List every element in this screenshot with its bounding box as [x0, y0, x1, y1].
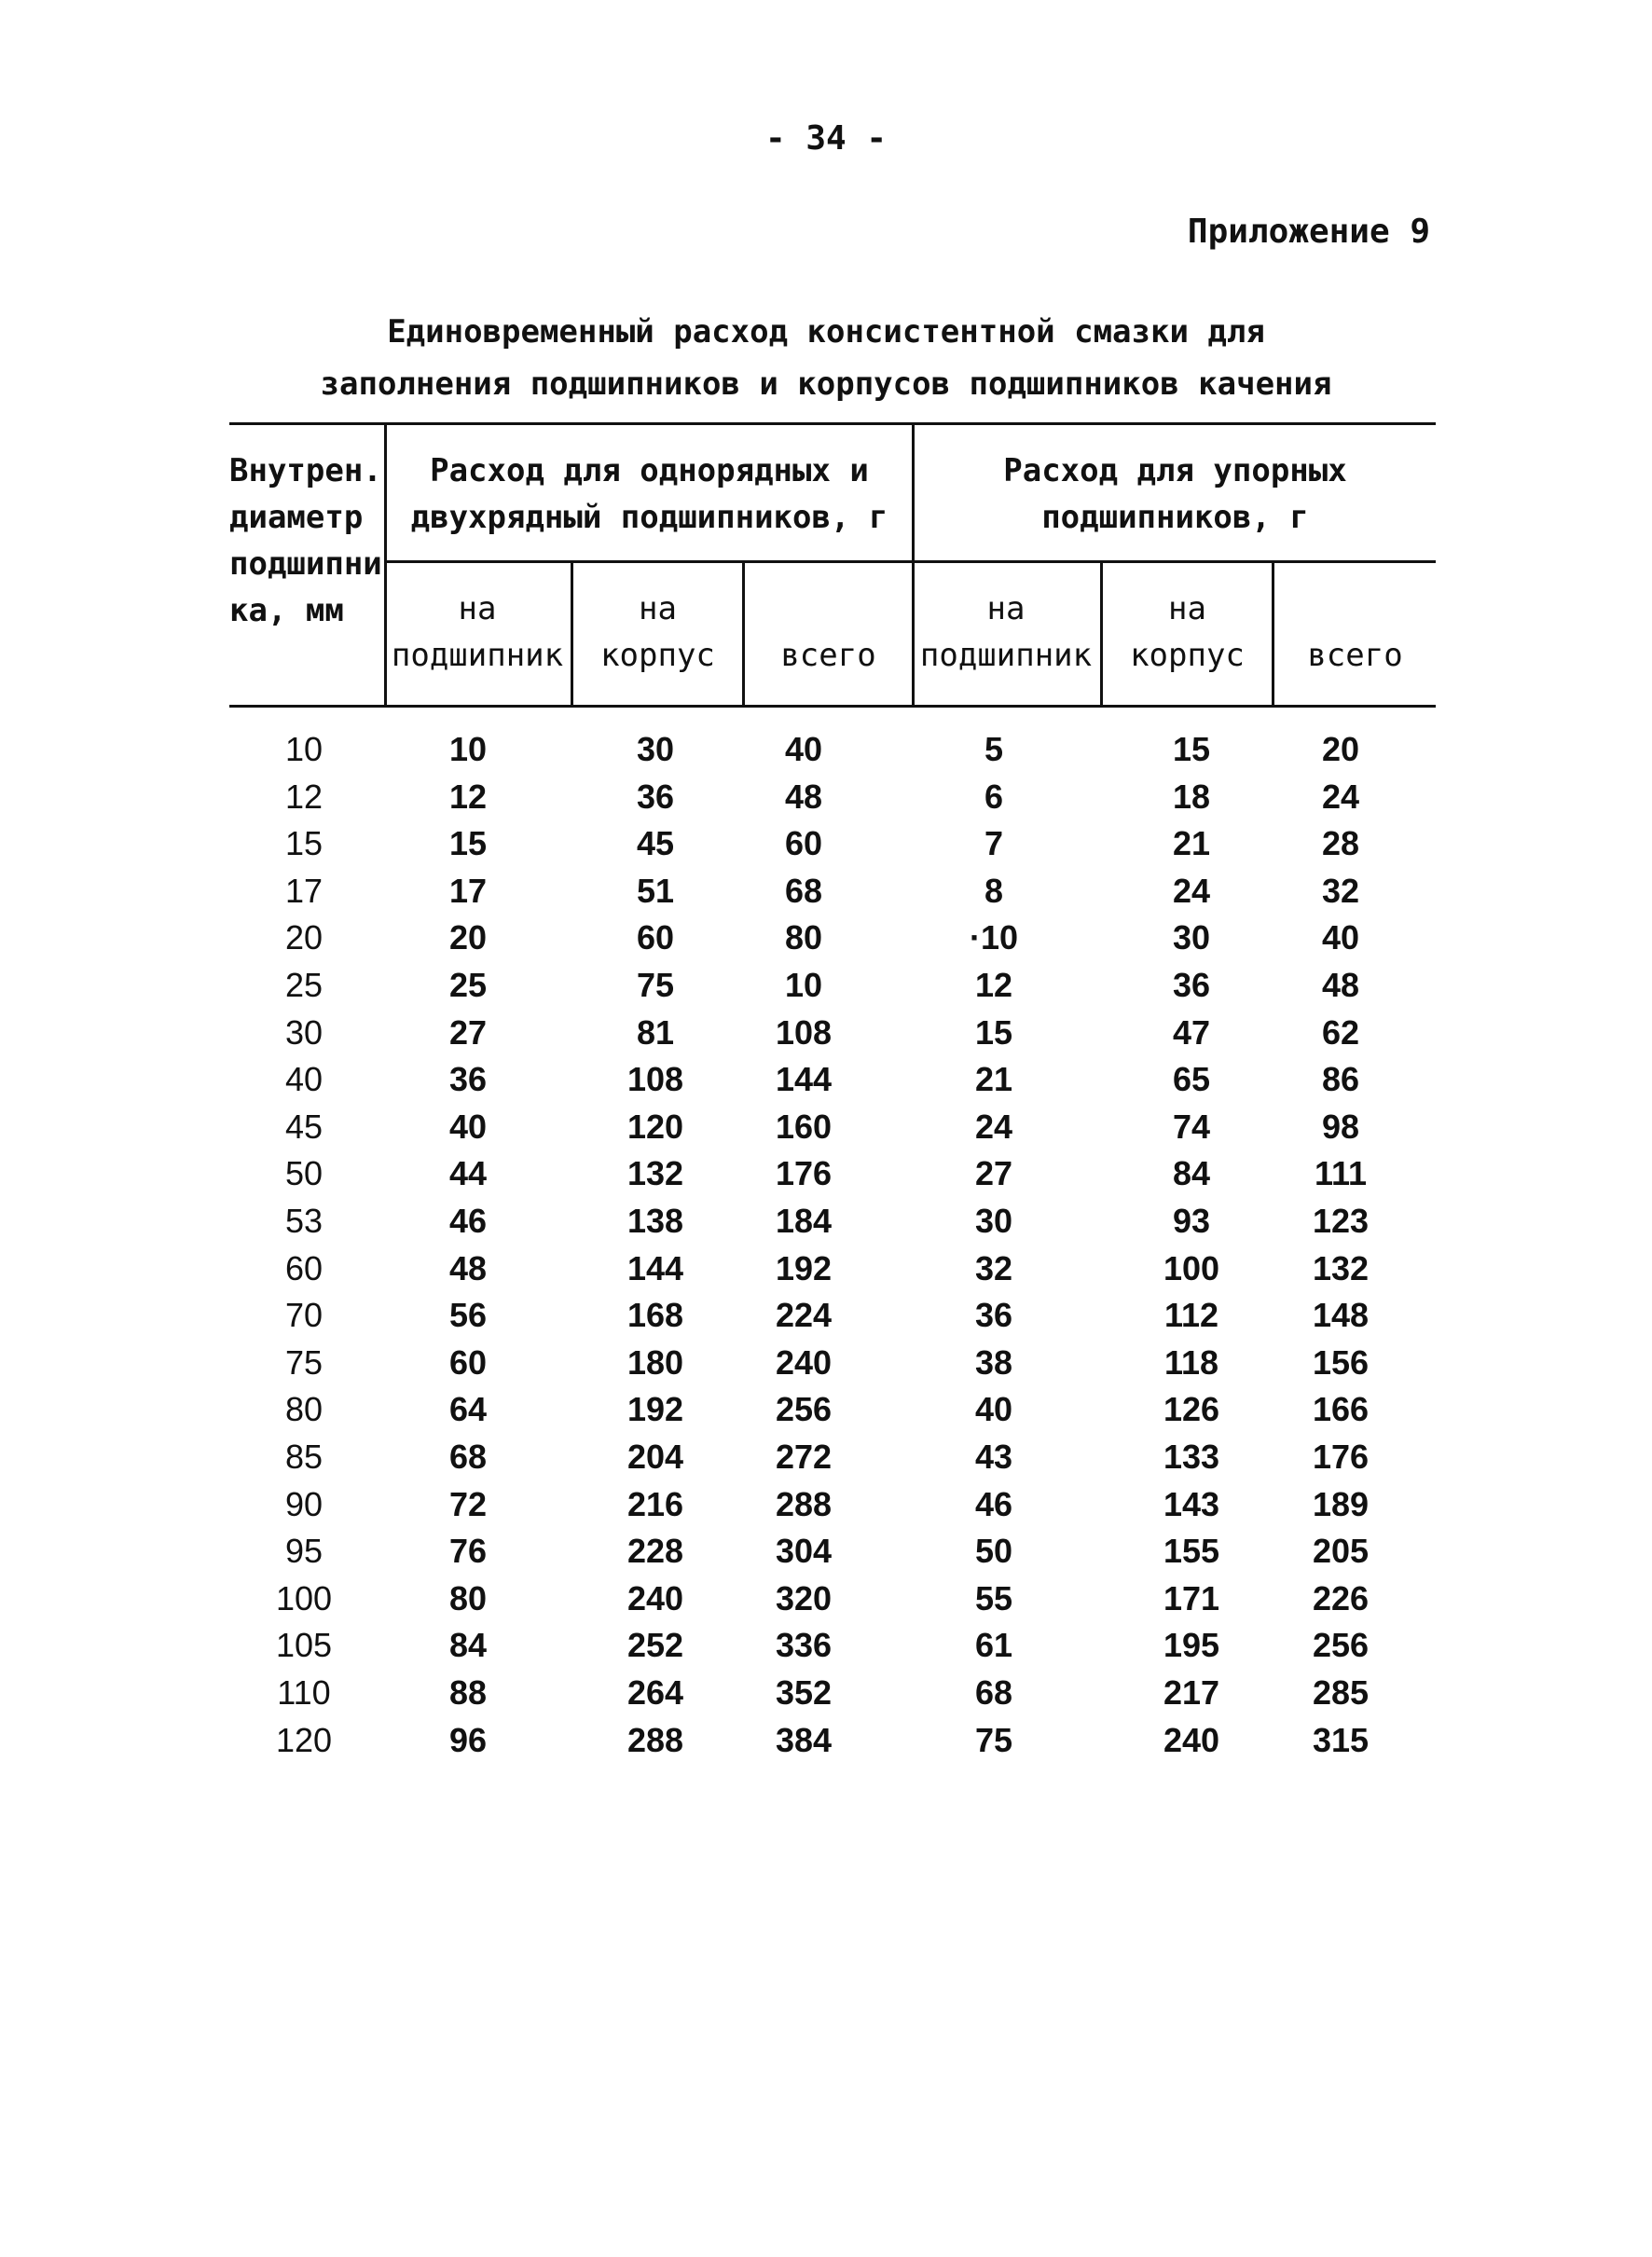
- cell-diameter: 25: [284, 966, 324, 1004]
- cell-g1-housing: 144: [626, 1248, 684, 1287]
- table-row: [0, 1386, 1652, 1433]
- cell-diameter: 120: [275, 1720, 333, 1759]
- cell-g1-housing: 120: [626, 1107, 684, 1146]
- cell-g1-total: 240: [775, 1342, 833, 1382]
- cell-g2-housing: 47: [1172, 1012, 1211, 1052]
- header-group-radial: [387, 447, 912, 541]
- cell-g2-housing: 195: [1163, 1626, 1220, 1665]
- table-row: [0, 1010, 1652, 1056]
- table-row: [0, 1670, 1652, 1716]
- header-g1-bearing: [384, 585, 571, 679]
- header-diameter-line-1: Внутрен.: [229, 452, 382, 489]
- cell-g1-bearing: 44: [448, 1154, 488, 1193]
- cell-g2-housing: 18: [1172, 777, 1211, 816]
- cell-diameter: 95: [284, 1532, 324, 1571]
- header-diameter-line-4: ка, мм: [229, 592, 344, 629]
- table-row: [0, 1292, 1652, 1339]
- header-group-thrust-line-1: Расход для упорных: [1003, 452, 1347, 489]
- cell-g2-bearing: ·10: [969, 918, 1019, 957]
- cell-g1-bearing: 68: [448, 1438, 488, 1476]
- cell-g1-total: 48: [784, 777, 823, 816]
- cell-g2-bearing: 30: [974, 1202, 1013, 1240]
- cell-g2-bearing: 38: [974, 1342, 1013, 1382]
- header-group-radial-line-2: двухрядный подшипников, г: [410, 499, 888, 536]
- cell-g1-total: 108: [775, 1012, 833, 1052]
- cell-diameter: 50: [284, 1154, 324, 1193]
- header-g2-total: всего: [1307, 637, 1403, 674]
- cell-diameter: 15: [284, 824, 324, 863]
- table-top-rule: [229, 422, 1436, 425]
- cell-g2-bearing: 7: [984, 824, 1004, 863]
- page-number: - 34 -: [764, 119, 888, 158]
- cell-g1-total: 352: [775, 1673, 833, 1712]
- cell-g1-housing: 108: [626, 1060, 684, 1099]
- cell-g1-bearing: 27: [448, 1012, 488, 1052]
- cell-g1-bearing: 12: [448, 777, 488, 816]
- header-diameter: [229, 447, 384, 634]
- cell-g1-bearing: 40: [448, 1107, 488, 1146]
- cell-g2-total: 111: [1314, 1154, 1368, 1193]
- cell-g2-housing: 21: [1172, 824, 1211, 863]
- cell-g1-bearing: 56: [448, 1296, 488, 1335]
- cell-g2-housing: 112: [1163, 1296, 1219, 1335]
- cell-g1-bearing: 72: [448, 1484, 488, 1523]
- table-row: [0, 820, 1652, 867]
- title-line-2: заполнения подшипников и корпусов подшипников качения: [320, 365, 1332, 403]
- cell-g2-total: 40: [1321, 918, 1360, 957]
- cell-g1-bearing: 76: [448, 1532, 488, 1571]
- table-row: [0, 774, 1652, 820]
- cell-g2-bearing: 5: [984, 730, 1004, 768]
- cell-g2-bearing: 8: [984, 871, 1004, 910]
- cell-g1-housing: 75: [636, 966, 675, 1004]
- cell-g1-total: 10: [784, 966, 823, 1004]
- header-g2-bearing-line-2: подшипник: [919, 637, 1093, 674]
- cell-g2-total: 86: [1321, 1060, 1360, 1099]
- cell-g2-bearing: 68: [974, 1673, 1013, 1712]
- cell-g1-housing: 180: [626, 1342, 684, 1382]
- cell-g1-housing: 30: [636, 730, 675, 768]
- cell-g2-total: 205: [1312, 1532, 1370, 1571]
- cell-g2-total: 132: [1312, 1248, 1370, 1287]
- cell-g1-bearing: 20: [448, 918, 488, 957]
- cell-g2-bearing: 46: [974, 1484, 1013, 1523]
- header-diameter-line-2: диаметр: [229, 499, 364, 536]
- cell-g2-bearing: 43: [974, 1438, 1013, 1476]
- table-row: [0, 915, 1652, 961]
- table-row: [0, 962, 1652, 1009]
- cell-g2-housing: 36: [1172, 966, 1211, 1004]
- cell-g2-bearing: 15: [974, 1012, 1013, 1052]
- cell-g2-housing: 24: [1172, 871, 1211, 910]
- title-line-1: Единовременный расход консистентной смазки для: [387, 313, 1265, 351]
- cell-diameter: 110: [277, 1673, 331, 1712]
- cell-g1-total: 336: [775, 1626, 833, 1665]
- cell-g1-total: 40: [784, 730, 823, 768]
- cell-g1-housing: 216: [626, 1484, 684, 1523]
- cell-g2-bearing: 55: [974, 1578, 1013, 1617]
- cell-g2-total: 189: [1312, 1484, 1370, 1523]
- cell-g2-housing: 133: [1163, 1438, 1220, 1476]
- cell-g2-bearing: 61: [974, 1626, 1013, 1665]
- cell-g1-total: 192: [775, 1248, 833, 1287]
- table-row: [0, 1340, 1652, 1386]
- cell-diameter: 30: [284, 1012, 324, 1052]
- cell-diameter: 10: [284, 730, 324, 768]
- cell-g2-housing: 143: [1163, 1484, 1220, 1523]
- cell-g1-total: 304: [775, 1532, 833, 1571]
- cell-g2-total: 226: [1312, 1578, 1370, 1617]
- cell-g2-housing: 118: [1163, 1342, 1219, 1382]
- cell-g2-bearing: 36: [974, 1296, 1013, 1335]
- cell-diameter: 40: [284, 1060, 324, 1099]
- table-title: [0, 306, 1652, 410]
- cell-g2-total: 315: [1312, 1720, 1370, 1759]
- cell-g1-bearing: 88: [448, 1673, 488, 1712]
- cell-g2-bearing: 75: [974, 1720, 1013, 1759]
- cell-g1-housing: 36: [636, 777, 675, 816]
- cell-diameter: 53: [284, 1202, 324, 1240]
- header-g1-housing-line-1: на: [639, 590, 677, 627]
- header-g2-bearing-line-1: на: [986, 590, 1026, 627]
- cell-g1-housing: 81: [636, 1012, 675, 1052]
- cell-g1-total: 272: [775, 1438, 833, 1476]
- cell-g1-housing: 252: [626, 1626, 684, 1665]
- cell-g1-bearing: 80: [448, 1578, 488, 1617]
- header-g1-housing-line-2: корпус: [600, 637, 715, 674]
- cell-g2-bearing: 24: [974, 1107, 1013, 1146]
- cell-g2-total: 48: [1321, 966, 1360, 1004]
- cell-g2-housing: 240: [1163, 1720, 1220, 1759]
- cell-g2-housing: 100: [1163, 1248, 1220, 1287]
- cell-diameter: 20: [284, 918, 324, 957]
- cell-g1-bearing: 46: [448, 1202, 488, 1240]
- cell-g1-housing: 45: [636, 824, 675, 863]
- cell-g2-bearing: 21: [974, 1060, 1013, 1099]
- cell-diameter: 45: [284, 1107, 324, 1146]
- cell-g2-total: 285: [1312, 1673, 1370, 1712]
- cell-g1-bearing: 17: [448, 871, 488, 910]
- cell-g2-total: 176: [1312, 1438, 1370, 1476]
- cell-g1-total: 60: [784, 824, 823, 863]
- cell-g1-housing: 288: [626, 1720, 684, 1759]
- table-row: [0, 1622, 1652, 1669]
- cell-g2-bearing: 27: [974, 1154, 1013, 1193]
- header-g2-housing-line-1: на: [1168, 590, 1206, 627]
- cell-diameter: 80: [284, 1390, 324, 1429]
- table-row: [0, 1150, 1652, 1197]
- cell-g1-bearing: 25: [448, 966, 488, 1004]
- cell-g2-bearing: 12: [974, 966, 1013, 1004]
- cell-g1-total: 184: [775, 1202, 833, 1240]
- cell-g2-total: 32: [1321, 871, 1360, 910]
- cell-g2-housing: 74: [1172, 1107, 1211, 1146]
- table-row: [0, 1576, 1652, 1622]
- cell-g2-total: 24: [1321, 777, 1360, 816]
- cell-g1-bearing: 48: [448, 1248, 488, 1287]
- header-mid-rule: [384, 560, 1436, 563]
- cell-g2-total: 20: [1321, 730, 1360, 768]
- table-row: [0, 1245, 1652, 1292]
- cell-g2-housing: 217: [1163, 1673, 1220, 1712]
- cell-g1-bearing: 64: [448, 1390, 488, 1429]
- cell-diameter: 70: [284, 1296, 324, 1335]
- cell-g1-total: 176: [775, 1154, 833, 1193]
- cell-g2-total: 123: [1312, 1202, 1370, 1240]
- header-group-thrust-line-2: подшипников, г: [1041, 499, 1309, 536]
- header-g1-bearing-line-2: подшипник: [391, 637, 564, 674]
- cell-g1-bearing: 96: [448, 1720, 488, 1759]
- cell-g2-housing: 30: [1172, 918, 1211, 957]
- cell-diameter: 12: [284, 777, 324, 816]
- cell-g1-bearing: 15: [448, 824, 488, 863]
- header-g2-bearing: [912, 585, 1100, 679]
- cell-g2-total: 62: [1321, 1012, 1360, 1052]
- cell-g1-total: 256: [775, 1390, 833, 1429]
- cell-g1-housing: 168: [626, 1296, 684, 1335]
- cell-g2-bearing: 40: [974, 1390, 1013, 1429]
- header-g1-total: всего: [780, 637, 876, 674]
- cell-g2-housing: 15: [1172, 730, 1211, 768]
- cell-g1-total: 320: [775, 1578, 833, 1617]
- table-row: [0, 868, 1652, 915]
- cell-g1-total: 224: [775, 1296, 833, 1335]
- cell-diameter: 85: [284, 1438, 324, 1476]
- cell-g1-total: 144: [775, 1060, 833, 1099]
- cell-diameter: 17: [284, 871, 324, 910]
- cell-g2-housing: 171: [1163, 1578, 1220, 1617]
- header-group-thrust: [915, 447, 1436, 541]
- header-g2-housing-line-2: корпус: [1130, 637, 1245, 674]
- cell-g1-bearing: 36: [448, 1060, 488, 1099]
- header-bottom-rule: [229, 705, 1436, 708]
- cell-g2-housing: 93: [1172, 1202, 1211, 1240]
- cell-g2-total: 28: [1321, 824, 1360, 863]
- cell-g1-housing: 240: [626, 1578, 684, 1617]
- appendix-label: Приложение 9: [1187, 213, 1430, 251]
- cell-g2-housing: 84: [1172, 1154, 1211, 1193]
- cell-g2-bearing: 32: [974, 1248, 1013, 1287]
- table-row: [0, 1198, 1652, 1245]
- header-g2-housing: [1103, 585, 1272, 679]
- header-g1-bearing-line-1: на: [458, 590, 497, 627]
- cell-g1-housing: 138: [626, 1202, 684, 1240]
- cell-diameter: 60: [284, 1248, 324, 1287]
- cell-g1-total: 80: [784, 918, 823, 957]
- cell-g2-housing: 155: [1163, 1532, 1220, 1571]
- header-group-radial-line-1: Расход для однорядных и: [430, 452, 869, 489]
- cell-g1-total: 160: [775, 1107, 833, 1146]
- cell-diameter: 100: [275, 1578, 333, 1617]
- cell-g1-bearing: 60: [448, 1342, 488, 1382]
- header-g1-housing: [573, 585, 742, 679]
- cell-g1-bearing: 10: [448, 730, 488, 768]
- cell-g2-housing: 126: [1163, 1390, 1220, 1429]
- table-row: [0, 1481, 1652, 1528]
- cell-g1-housing: 132: [626, 1154, 684, 1193]
- cell-g1-total: 288: [775, 1484, 833, 1523]
- cell-diameter: 90: [284, 1484, 324, 1523]
- cell-g2-total: 256: [1312, 1626, 1370, 1665]
- cell-g2-total: 166: [1312, 1390, 1370, 1429]
- cell-g1-total: 384: [775, 1720, 833, 1759]
- cell-g1-housing: 51: [636, 871, 675, 910]
- table-row: [0, 726, 1652, 773]
- cell-g1-bearing: 84: [448, 1626, 488, 1665]
- cell-g2-bearing: 6: [984, 777, 1004, 816]
- table-row: [0, 1104, 1652, 1150]
- cell-diameter: 75: [284, 1342, 324, 1382]
- cell-g2-total: 148: [1312, 1296, 1370, 1335]
- cell-g1-housing: 264: [626, 1673, 684, 1712]
- cell-g1-housing: 228: [626, 1532, 684, 1571]
- cell-g1-housing: 60: [636, 918, 675, 957]
- cell-g2-total: 98: [1321, 1107, 1360, 1146]
- table-row: [0, 1717, 1652, 1764]
- table-row: [0, 1434, 1652, 1480]
- cell-g1-housing: 192: [626, 1390, 684, 1429]
- cell-g2-bearing: 50: [974, 1532, 1013, 1571]
- cell-g2-housing: 65: [1172, 1060, 1211, 1099]
- cell-g1-total: 68: [784, 871, 823, 910]
- header-diameter-line-3: подшипни: [229, 545, 382, 583]
- cell-g2-total: 156: [1312, 1342, 1370, 1382]
- cell-g1-housing: 204: [626, 1438, 684, 1476]
- table-row: [0, 1528, 1652, 1575]
- table-row: [0, 1056, 1652, 1103]
- cell-diameter: 105: [275, 1626, 333, 1665]
